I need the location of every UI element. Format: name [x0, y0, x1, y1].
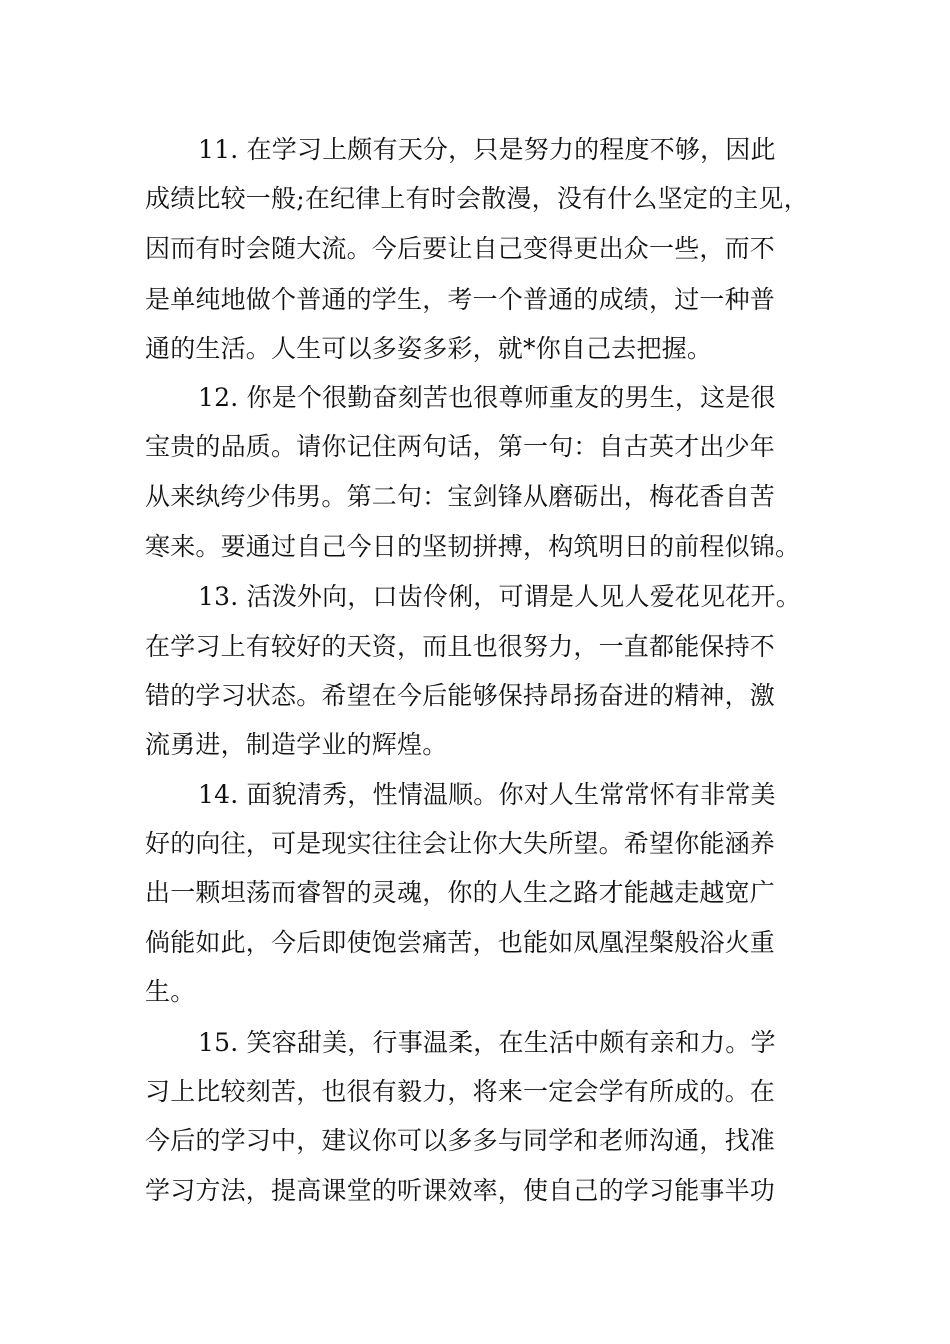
paragraph-13-line-3: 错的学习状态。希望在今后能够保持昂扬奋进的精神，激	[145, 681, 776, 710]
paragraph-11-line-2: 成绩比较一般;在纪律上有时会散漫，没有什么坚定的主见，	[145, 184, 809, 213]
paragraph-14-line-4: 倘能如此，今后即使饱尝痛苦，也能如凤凰涅槃般浴火重	[145, 928, 776, 957]
paragraph-11-line-1: 11. 在学习上颇有天分，只是努力的程度不够，因此	[198, 135, 776, 164]
paragraph-15-line-1: 15. 笑容甜美，行事温柔，在生活中颇有亲和力。学	[198, 1028, 776, 1057]
paragraph-12-line-4: 寒来。要通过自己今日的坚韧拼搏，构筑明日的前程似锦。	[145, 532, 801, 561]
paragraph-13-line-1: 13. 活泼外向，口齿伶俐，可谓是人见人爱花见花开。	[198, 582, 801, 611]
paragraph-13-line-2: 在学习上有较好的天资，而且也很努力，一直都能保持不	[145, 632, 776, 661]
paragraph-14-line-1: 14. 面貌清秀，性情温顺。你对人生常常怀有非常美	[198, 780, 776, 809]
paragraph-14-line-2: 好的向往，可是现实往往会让你大失所望。希望你能涵养	[145, 829, 776, 858]
paragraph-15-line-3: 今后的学习中，建议你可以多多与同学和老师沟通，找准	[145, 1126, 776, 1155]
paragraph-11-line-4: 是单纯地做个普通的学生，考一个普通的成绩，过一种普	[145, 285, 776, 314]
paragraph-11-line-5: 通的生活。人生可以多姿多彩，就*你自己去把握。	[145, 334, 713, 363]
paragraph-12-line-2: 宝贵的品质。请你记住两句话，第一句：自古英才出少年	[145, 432, 776, 461]
paragraph-14-line-5: 生。	[145, 977, 196, 1006]
paragraph-13-line-4: 流勇进，制造学业的辉煌。	[145, 730, 448, 759]
paragraph-12-line-1: 12. 你是个很勤奋刻苦也很尊师重友的男生，这是很	[198, 383, 776, 412]
paragraph-12-line-3: 从来纨绔少伟男。第二句：宝剑锋从磨砺出，梅花香自苦	[145, 482, 776, 511]
paragraph-15-line-2: 习上比较刻苦，也很有毅力，将来一定会学有所成的。在	[145, 1077, 776, 1106]
paragraph-11-line-3: 因而有时会随大流。今后要让自己变得更出众一些，而不	[145, 234, 776, 263]
paragraph-15-line-4: 学习方法，提高课堂的听课效率，使自己的学习能事半功	[145, 1176, 776, 1205]
paragraph-14-line-3: 出一颗坦荡而睿智的灵魂，你的人生之路才能越走越宽广	[145, 878, 776, 907]
